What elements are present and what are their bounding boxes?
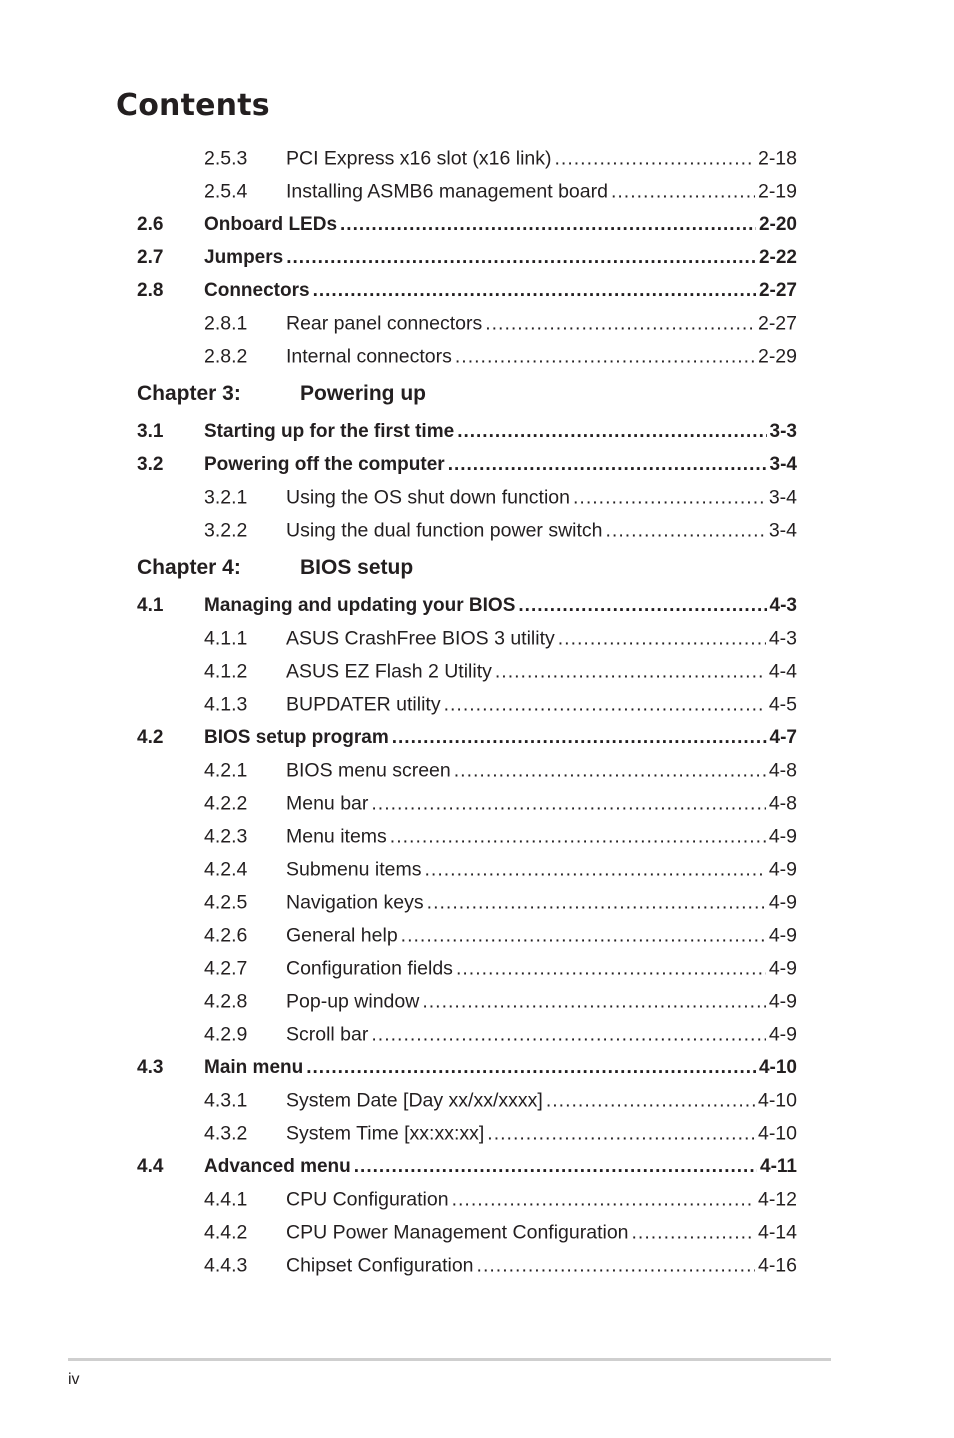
entry-number: 4.1.1	[204, 627, 248, 649]
entry-page: 2-29	[757, 345, 797, 367]
dot-leader	[487, 1122, 755, 1145]
entry-title: Rear panel connectors	[286, 312, 483, 334]
entry-page: 4-12	[757, 1188, 797, 1210]
table-of-contents	[137, 142, 797, 1282]
entry-title: Using the OS shut down function	[286, 486, 570, 508]
dot-leader	[424, 858, 765, 881]
entry-title: Chipset Configuration	[286, 1254, 474, 1276]
toc-subsection-entry	[137, 307, 797, 340]
entry-page: 4-5	[768, 693, 797, 715]
entry-line	[286, 1122, 797, 1145]
entry-title: BIOS menu screen	[286, 759, 451, 781]
toc-subsection-entry	[137, 688, 797, 721]
entry-number: 4.1.2	[204, 660, 248, 682]
entry-title: Onboard LEDs	[204, 213, 338, 235]
entry-page: 4-9	[768, 924, 797, 946]
dot-leader	[555, 147, 755, 170]
entry-number: 2.8.2	[204, 345, 248, 367]
chapter-title: Powering up	[300, 382, 426, 405]
entry-number: 4.4	[137, 1155, 164, 1177]
entry-title: Powering off the computer	[204, 453, 445, 475]
entry-page: 4-9	[768, 990, 797, 1012]
entry-number: 4.4.2	[204, 1221, 248, 1243]
entry-line	[286, 1089, 797, 1112]
toc-subsection-entry	[137, 952, 797, 985]
entry-number: 4.3	[137, 1056, 164, 1078]
entry-title: Navigation keys	[286, 891, 424, 913]
dot-leader	[448, 454, 767, 476]
toc-section-entry	[137, 1051, 797, 1084]
entry-page: 4-9	[768, 891, 797, 913]
entry-number: 3.2	[137, 453, 164, 475]
entry-number: 3.2.2	[204, 519, 248, 541]
dot-leader	[495, 660, 766, 683]
dot-leader	[313, 280, 756, 302]
toc-section-entry	[137, 448, 797, 481]
dot-leader	[452, 1188, 755, 1211]
dot-leader	[390, 825, 766, 848]
entry-number: 4.2.9	[204, 1023, 248, 1045]
entry-number: 3.1	[137, 420, 164, 442]
dot-leader	[455, 345, 755, 368]
dot-leader	[606, 519, 766, 542]
entry-page: 4-3	[769, 594, 797, 616]
entry-number: 4.2.6	[204, 924, 248, 946]
entry-number: 4.3.1	[204, 1089, 248, 1111]
entry-number: 2.5.4	[204, 180, 248, 202]
entry-line	[286, 147, 797, 170]
entry-number: 2.6	[137, 213, 164, 235]
entry-title: System Date [Day xx/xx/xxxx]	[286, 1089, 543, 1111]
entry-number: 4.4.3	[204, 1254, 248, 1276]
dot-leader	[354, 1156, 757, 1178]
entry-page: 4-9	[768, 1023, 797, 1045]
entry-page: 4-4	[768, 660, 797, 682]
entry-line	[286, 345, 797, 368]
dot-leader	[401, 924, 766, 947]
dot-leader	[427, 891, 766, 914]
entry-line	[286, 825, 797, 848]
entry-line	[204, 421, 797, 443]
entry-line	[286, 519, 797, 542]
toc-section-entry	[137, 1150, 797, 1183]
entry-number: 2.5.3	[204, 147, 248, 169]
entry-title: Pop-up window	[286, 990, 420, 1012]
entry-title: Jumpers	[204, 246, 284, 268]
entry-page: 2-20	[758, 213, 797, 235]
entry-page: 4-16	[757, 1254, 797, 1276]
entry-page: 3-4	[768, 486, 797, 508]
entry-title: CPU Configuration	[286, 1188, 449, 1210]
dot-leader	[371, 792, 765, 815]
entry-line	[286, 627, 797, 650]
toc-subsection-entry	[137, 1249, 797, 1282]
entry-line	[286, 891, 797, 914]
toc-chapter-heading	[137, 547, 797, 589]
toc-section-entry	[137, 721, 797, 754]
entry-title: General help	[286, 924, 398, 946]
dot-leader	[518, 595, 766, 617]
toc-section-entry	[137, 589, 797, 622]
entry-title: CPU Power Management Configuration	[286, 1221, 629, 1243]
entry-title: ASUS EZ Flash 2 Utility	[286, 660, 492, 682]
dot-leader	[422, 990, 765, 1013]
entry-page: 4-9	[768, 858, 797, 880]
entry-title: Configuration fields	[286, 957, 453, 979]
toc-subsection-entry	[137, 481, 797, 514]
entry-title: Menu items	[286, 825, 387, 847]
entry-line	[286, 486, 797, 509]
entry-number: 4.1	[137, 594, 164, 616]
entry-title: Starting up for the first time	[204, 420, 455, 442]
entry-line	[286, 1188, 797, 1211]
entry-line	[286, 858, 797, 881]
toc-subsection-entry	[137, 514, 797, 547]
entry-title: Scroll bar	[286, 1023, 369, 1045]
entry-title: PCI Express x16 slot (x16 link)	[286, 147, 552, 169]
toc-subsection-entry	[137, 340, 797, 373]
entry-line	[204, 1156, 797, 1178]
entry-number: 4.2.8	[204, 990, 248, 1012]
dot-leader	[611, 180, 755, 203]
toc-subsection-entry	[137, 622, 797, 655]
entry-number: 4.2.4	[204, 858, 248, 880]
entry-page: 3-4	[768, 519, 797, 541]
entry-number: 3.2.1	[204, 486, 248, 508]
entry-line	[286, 990, 797, 1013]
toc-subsection-entry	[137, 985, 797, 1018]
entry-line	[286, 312, 797, 335]
entry-number: 4.2.1	[204, 759, 248, 781]
entry-number: 2.8	[137, 279, 164, 301]
entry-page: 2-27	[757, 312, 797, 334]
entry-line	[286, 1221, 797, 1244]
entry-line	[204, 727, 797, 749]
toc-subsection-entry	[137, 1183, 797, 1216]
entry-page: 3-4	[769, 453, 797, 475]
entry-page: 4-3	[768, 627, 797, 649]
entry-number: 4.3.2	[204, 1122, 248, 1144]
toc-section-entry	[137, 241, 797, 274]
toc-chapter-heading	[137, 373, 797, 415]
entry-page: 4-7	[769, 726, 797, 748]
toc-subsection-entry	[137, 1084, 797, 1117]
entry-page: 3-3	[769, 420, 797, 442]
entry-title: Advanced menu	[204, 1155, 351, 1177]
entry-page: 4-14	[757, 1221, 797, 1243]
entry-title: Menu bar	[286, 792, 369, 814]
entry-number: 2.8.1	[204, 312, 248, 334]
entry-line	[286, 792, 797, 815]
entry-line	[204, 595, 797, 617]
entry-number: 4.1.3	[204, 693, 248, 715]
dot-leader	[371, 1023, 765, 1046]
toc-subsection-entry	[137, 919, 797, 952]
entry-title: ASUS CrashFree BIOS 3 utility	[286, 627, 555, 649]
entry-number: 4.2.7	[204, 957, 248, 979]
entry-page: 4-11	[760, 1155, 797, 1177]
entry-page: 4-8	[768, 792, 797, 814]
entry-number: 4.2.3	[204, 825, 248, 847]
entry-title: Installing ASMB6 management board	[286, 180, 608, 202]
entry-line	[286, 660, 797, 683]
chapter-title: BIOS setup	[300, 556, 414, 579]
chapter-label: Chapter 3:	[137, 382, 241, 405]
entry-number: 4.4.1	[204, 1188, 248, 1210]
dot-leader	[457, 421, 766, 443]
entry-line	[286, 1254, 797, 1277]
entry-page: 2-27	[758, 279, 797, 301]
entry-line	[286, 693, 797, 716]
entry-line	[204, 1057, 797, 1079]
entry-page: 2-22	[758, 246, 797, 268]
dot-leader	[444, 693, 766, 716]
entry-line	[204, 247, 797, 269]
entry-page: 4-10	[758, 1056, 797, 1078]
entry-page: 4-9	[768, 957, 797, 979]
entry-line	[286, 759, 797, 782]
page-number: iv	[68, 1371, 80, 1388]
dot-leader	[546, 1089, 755, 1112]
entry-line	[286, 180, 797, 203]
dot-leader	[558, 627, 766, 650]
entry-title: Using the dual function power switch	[286, 519, 603, 541]
entry-title: Internal connectors	[286, 345, 452, 367]
dot-leader	[306, 1057, 756, 1079]
toc-subsection-entry	[137, 853, 797, 886]
entry-title: Connectors	[204, 279, 310, 301]
entry-line	[286, 957, 797, 980]
dot-leader	[485, 312, 755, 335]
page-title: Contents	[116, 88, 270, 123]
entry-number: 4.2.2	[204, 792, 248, 814]
dot-leader	[340, 214, 756, 236]
toc-section-entry	[137, 274, 797, 307]
footer-divider	[68, 1358, 831, 1361]
entry-number: 4.2	[137, 726, 164, 748]
entry-title: Managing and updating your BIOS	[204, 594, 516, 616]
entry-title: BIOS setup program	[204, 726, 389, 748]
toc-subsection-entry	[137, 820, 797, 853]
entry-page: 4-8	[768, 759, 797, 781]
toc-subsection-entry	[137, 1216, 797, 1249]
entry-line	[204, 214, 797, 236]
dot-leader	[456, 957, 766, 980]
toc-subsection-entry	[137, 175, 797, 208]
dot-leader	[632, 1221, 755, 1244]
entry-page: 2-19	[757, 180, 797, 202]
entry-number: 2.7	[137, 246, 164, 268]
toc-subsection-entry	[137, 142, 797, 175]
entry-line	[204, 280, 797, 302]
entry-line	[204, 454, 797, 476]
toc-subsection-entry	[137, 787, 797, 820]
entry-title: Main menu	[204, 1056, 304, 1078]
entry-title: Submenu items	[286, 858, 422, 880]
entry-page: 4-10	[757, 1089, 797, 1111]
chapter-label: Chapter 4:	[137, 556, 241, 579]
toc-subsection-entry	[137, 1117, 797, 1150]
entry-line	[286, 1023, 797, 1046]
toc-section-entry	[137, 415, 797, 448]
toc-subsection-entry	[137, 1018, 797, 1051]
dot-leader	[392, 727, 767, 749]
toc-subsection-entry	[137, 655, 797, 688]
toc-subsection-entry	[137, 886, 797, 919]
entry-page: 4-10	[757, 1122, 797, 1144]
entry-number: 4.2.5	[204, 891, 248, 913]
toc-section-entry	[137, 208, 797, 241]
dot-leader	[286, 247, 756, 269]
dot-leader	[573, 486, 766, 509]
toc-subsection-entry	[137, 754, 797, 787]
entry-page: 4-9	[768, 825, 797, 847]
entry-page: 2-18	[757, 147, 797, 169]
dot-leader	[454, 759, 766, 782]
entry-title: BUPDATER utility	[286, 693, 441, 715]
entry-title: System Time [xx:xx:xx]	[286, 1122, 485, 1144]
entry-line	[286, 924, 797, 947]
dot-leader	[477, 1254, 755, 1277]
